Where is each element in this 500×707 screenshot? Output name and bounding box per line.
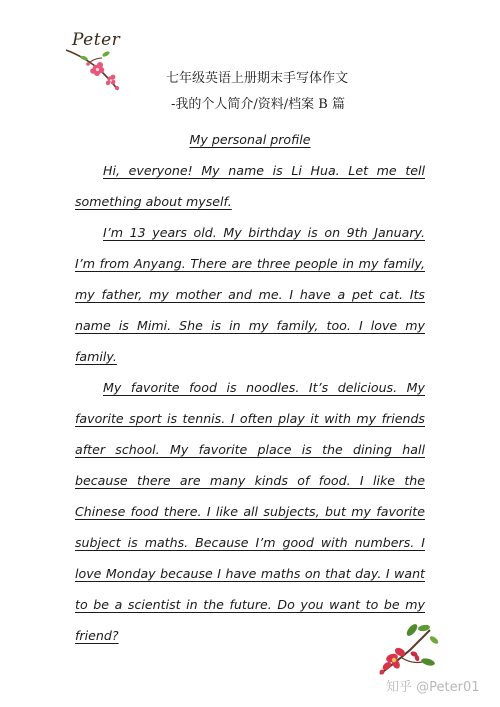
flower-decoration-icon (372, 618, 442, 680)
peter-logo (62, 28, 132, 98)
essay-heading: My personal profile (189, 132, 311, 147)
essay-paragraph: My favorite food is noodles. It’s delicious. My favorite sport is tennis. I often play it with my friends after school. My favorite place is the dining hall because there are many kinds of food. I like the Chinese food there. I like all subjects, but my favorite subject is maths. Because I’m good with numbers. I love Monday because I have maths on that day. I want to be a scientist in the future. Do you want to be my friend? (75, 380, 425, 643)
page-subtitle: -我的个人简介/资料/档案 B 篇 (171, 97, 345, 112)
essay-paragraph: I’m 13 years old. My birthday is on 9th January. I’m from Anyang. There are three people in my family, my father, my mother and me. I have a pet cat. Its name is Mimi. She is in my family, too. I love my family. (75, 225, 425, 364)
essay-body (75, 124, 425, 651)
essay-paragraph: Hi, everyone! My name is Li Hua. Let me tell something about myself. (75, 163, 425, 209)
page-title: 七年级英语上册期末手写体作文 (165, 71, 348, 86)
zhihu-watermark: 知乎 @Peter01 (386, 680, 480, 695)
logo-text: Peter (72, 30, 121, 50)
